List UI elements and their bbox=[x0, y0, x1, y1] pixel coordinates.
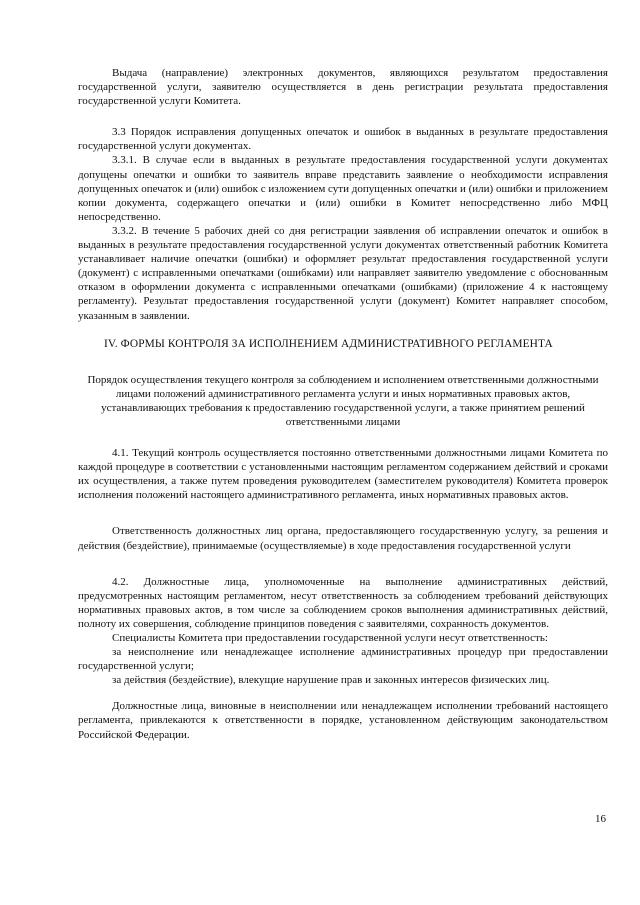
paragraph-4-2: 4.2. Должностные лица, уполномоченные на выполнение административных действий, предусмотренных настоящим регламентом, несут ответственность за соблюдением требований действующих нормативных правовых актов, в том числе за соблюдением сроков выполнения административных действий, полноту их совершения, соблюдение принципов поведения с заявителями, сохранность документов. bbox=[78, 575, 608, 630]
section-heading: IV. ФОРМЫ КОНТРОЛЯ ЗА ИСПОЛНЕНИЕМ АДМИНИСТРАТИВНОГО РЕГЛАМЕНТА bbox=[104, 337, 553, 350]
paragraph-nonperformance: за неисполнение или ненадлежащее исполнение административных процедур при предоставлении государственной услуги; bbox=[78, 646, 608, 673]
page-number: 16 bbox=[595, 813, 606, 825]
paragraph-3-3-2: 3.3.2. В течение 5 рабочих дней со дня регистрации заявления об исправлении опечаток и ошибок в выданных в результате предоставления государственной услуги документах ответственный работник Комитета устанавливает наличие опечатки (ошибки) и оформляет результат предоставления государственной услуги (документ) с исправленными опечатками (ошибками) или направляет заявителю уведомление с обоснованным отказом в оформлении документа с исправленными опечатками (ошибками) (приложение 4 к настоящему регламенту). Результат предоставления государственной услуги (документ) Комитет направляет способом, указанным в заявлении. bbox=[78, 224, 608, 322]
paragraph-4-1: 4.1. Текущий контроль осуществляется постоянно ответственными должностными лицами Комитета по каждой процедуре в соответствии с установленными настоящим регламентом содержанием действий и сроками их осуществления, а также путем проведения руководителем (заместителем руководителя) Комитета проверок исполнения положений настоящего административного регламента, иных нормативных правовых актов. bbox=[78, 447, 608, 502]
paragraph-issuance: Выдача (направление) электронных документов, являющихся результатом предоставления государственной услуги, заявителю осуществляется в день регистрации результата предоставления государственной услуги Комитета. bbox=[78, 67, 608, 108]
paragraph-liability: Должностные лица, виновные в неисполнении или ненадлежащем исполнении требований настоящего регламента, привлекаются к ответственности в порядке, установленном действующим законодательством Российской Федерации. bbox=[78, 700, 608, 741]
paragraph-3-3-1: 3.3.1. В случае если в выданных в результате предоставления государственной услуги документах допущены опечатки и ошибки то заявитель вправе представить заявление о необходимости исправления допущенных опечаток и (или) ошибок с изложением сути допущенных опечатки и (или) ошибки и приложением копии документа, содержащего опечатки и (или) ошибки в Комитет непосредственно либо МФЦ непосредственно. bbox=[78, 154, 608, 223]
paragraph-responsibility-title: Ответственность должностных лиц органа, предоставляющего государственную услугу, за решения и действия (бездействие), принимаемые (осуществляемые) в ходе предоставления государственной услуги bbox=[78, 525, 608, 552]
section-subheading: Порядок осуществления текущего контроля за соблюдением и исполнением ответственными должностными лицами положений административного регламента услуги и иных нормативных правовых актов, устанавливающих требования к предоставлению государственной услуги, а также принятием решений ответственными лицами bbox=[87, 373, 599, 428]
paragraph-3-3-title: 3.3 Порядок исправления допущенных опечаток и ошибок в выданных в результате предоставления государственной услуги документах. bbox=[78, 126, 608, 153]
paragraph-specialists: Специалисты Комитета при предоставлении государственной услуги несут ответственность: bbox=[112, 632, 548, 644]
paragraph-actions: за действия (бездействие), влекущие нарушение прав и законных интересов физических лиц. bbox=[112, 674, 550, 687]
